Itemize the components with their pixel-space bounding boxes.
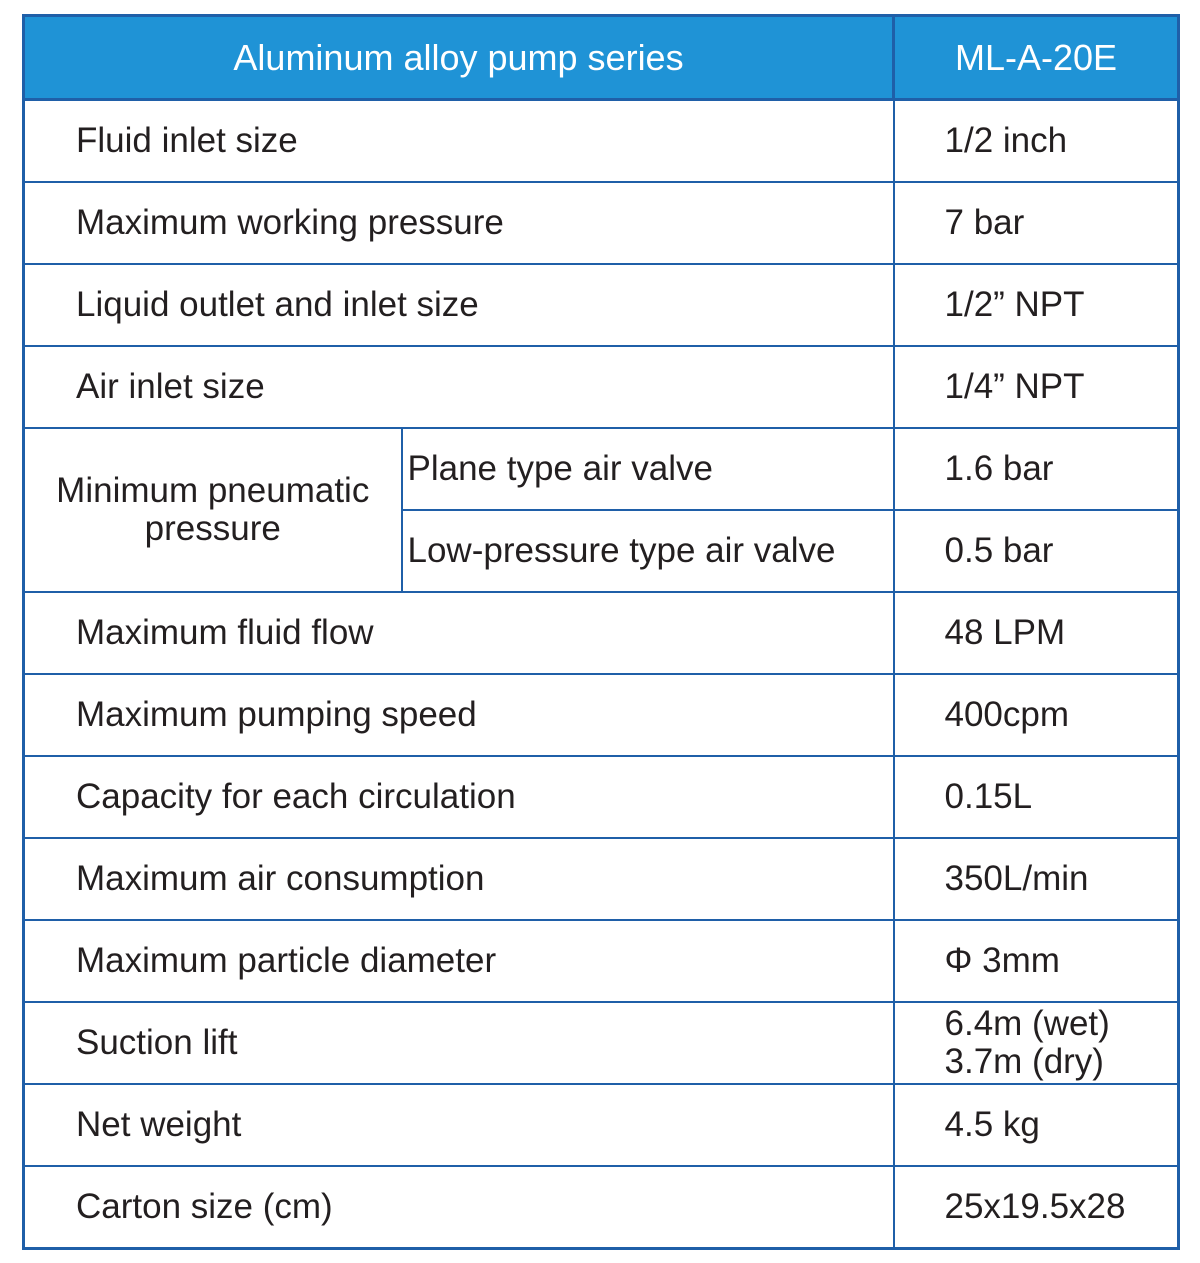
spec-table bbox=[22, 14, 1180, 1250]
row-label: Suction lift bbox=[24, 1002, 894, 1084]
row-label: Maximum fluid flow bbox=[24, 592, 894, 674]
pneumatic-group-label: Minimum pneumatic pressure bbox=[24, 428, 402, 592]
table-row bbox=[24, 100, 1179, 183]
table-row bbox=[24, 182, 1179, 264]
row-value: 1/4” NPT bbox=[894, 346, 1179, 428]
row-label: Maximum particle diameter bbox=[24, 920, 894, 1002]
row-value bbox=[894, 1002, 1179, 1084]
row-label: Maximum pumping speed bbox=[24, 674, 894, 756]
series-header: Aluminum alloy pump series bbox=[24, 16, 894, 100]
table-row bbox=[24, 756, 1179, 838]
sub-row-label: Low-pressure type air valve bbox=[402, 510, 894, 592]
row-value: 4.5 kg bbox=[894, 1084, 1179, 1166]
table-row bbox=[24, 1166, 1179, 1249]
table-row-suction-lift bbox=[24, 1002, 1179, 1084]
table-row bbox=[24, 1084, 1179, 1166]
row-label: Carton size (cm) bbox=[24, 1166, 894, 1249]
sub-row-value: 1.6 bar bbox=[894, 428, 1179, 510]
suction-lift-dry: 3.7m (dry) bbox=[944, 1042, 1104, 1081]
row-value: Φ 3mm bbox=[894, 920, 1179, 1002]
row-value: 1/2 inch bbox=[894, 100, 1179, 183]
row-label: Maximum air consumption bbox=[24, 838, 894, 920]
row-value: 350L/min bbox=[894, 838, 1179, 920]
table-row bbox=[24, 920, 1179, 1002]
header-row bbox=[24, 16, 1179, 100]
row-value: 1/2” NPT bbox=[894, 264, 1179, 346]
table-row bbox=[24, 264, 1179, 346]
row-label: Air inlet size bbox=[24, 346, 894, 428]
sub-row-value: 0.5 bar bbox=[894, 510, 1179, 592]
table-row bbox=[24, 592, 1179, 674]
suction-lift-wet: 6.4m (wet) bbox=[944, 1004, 1110, 1043]
model-header: ML-A-20E bbox=[894, 16, 1179, 100]
row-value: 25x19.5x28 bbox=[944, 1187, 1126, 1226]
row-label: Liquid outlet and inlet size bbox=[24, 264, 894, 346]
row-value: 0.15L bbox=[894, 756, 1179, 838]
row-label: Capacity for each circulation bbox=[24, 756, 894, 838]
table-row-pneumatic-plane bbox=[24, 428, 1179, 510]
row-value: 7 bar bbox=[894, 182, 1179, 264]
row-value: 400cpm bbox=[894, 674, 1179, 756]
table-row bbox=[24, 674, 1179, 756]
table-row bbox=[24, 346, 1179, 428]
sub-row-label: Plane type air valve bbox=[402, 428, 894, 510]
row-value: 48 LPM bbox=[894, 592, 1179, 674]
row-label: Net weight bbox=[24, 1084, 894, 1166]
row-label: Fluid inlet size bbox=[24, 100, 894, 183]
row-label: Maximum working pressure bbox=[24, 182, 894, 264]
table-row bbox=[24, 838, 1179, 920]
